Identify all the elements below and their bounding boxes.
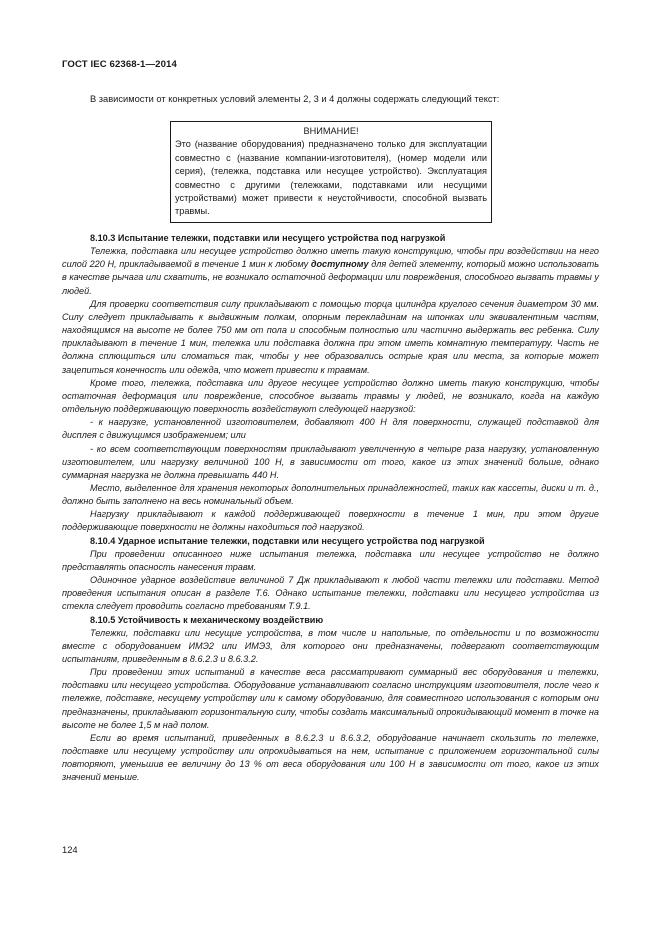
list-item: - ко всем соответствующим поверхностям прикладывают увеличенную в четыре раза нагрузку, установленную изготовителем, или нагрузку величиной 100 Н, в зависимости от того, какое из этих значений больше, однако суммарная нагрузка не должна превышать 440 Н. bbox=[62, 443, 599, 480]
paragraph-text: Тележка, подставка или несущее устройство должно иметь такую конструкцию, чтобы при воздействии на него силой 220 Н, прикладываемой в течение 1 мин к любому bbox=[62, 246, 599, 270]
paragraph: Для проверки соответствия силу прикладывают с помощью торца цилиндра круглого сечения диаметром 30 мм. Силу следует прикладывать к выдвижным полкам, опорным перекладинам на шпонках или эквивалентным частям, находящимся на высоте не более 750 мм от пола и способным полностью или частично выдержать вес ребенка. Силу прикладывают в течение 1 мин, тележка или подставка должна при этом иметь комнатную температуру. Часть не должна сплющиться или сломаться так, чтобы у нее образовались острые края или места, за которые может зацепиться конечность или одежда, что может привести к травмам. bbox=[62, 298, 599, 375]
standard-header: ГОСТ IEC 62368-1—2014 bbox=[62, 59, 177, 70]
paragraph: Нагрузку прикладывают к каждой поддерживающей поверхности в течение 1 мин, при этом другие поддерживающие поверхности не должны находиться под нагрузкой. bbox=[62, 509, 599, 533]
warning-text: Это (название оборудования) предназначено только для эксплуатации совместно с (название компании-изготовителя), (номер модели или серия), (тележка, подставка или несущее устройство). Эксплуатация совместно с другими (тележками, подставками или несущими устройствами) может привести к неустойчивости, способной вызвать травмы. bbox=[175, 139, 487, 217]
page-number: 124 bbox=[62, 844, 78, 855]
warning-title: ВНИМАНИЕ! bbox=[303, 126, 359, 136]
paragraph bbox=[62, 245, 599, 298]
paragraph: Если во время испытаний, приведенных в 8.6.2.3 и 8.6.3.2, оборудование начинает скользить по тележке, подставке или несущему устройству или опрокидываться на нем, испытание с приложением горизонтальной силы повторяют, уменьшив ее величину до 13 % от веса оборудования или 100 Н в зависимости от того, какое из этих значений меньше. bbox=[62, 732, 599, 783]
warning-box bbox=[170, 121, 492, 223]
paragraph: Одиночное ударное воздействие величиной 7 Дж прикладывают к любой части тележки или подставки. Метод проведения испытания описан в разделе Т.6. Однако испытание тележки, подставки или несущего устройства из стекла следует проводить согласно требованиям Т.9.1. bbox=[62, 575, 599, 612]
section-heading-8-10-3: 8.10.3 Испытание тележки, подставки или несущего устройства под нагрузкой bbox=[90, 233, 446, 243]
paragraph-text: для детей элементу, который можно использовать в качестве рычага или схватить, не возникало остаточной деформации или повреждения, способного вызвать травмы у людей. bbox=[62, 259, 600, 296]
paragraph: Кроме того, тележка, подставка или другое несущее устройство должно иметь такую конструкцию, чтобы остаточная деформация или повреждение, способное вызвать травмы у людей, не возникало, когда на каждую отдельную поддерживающую поверхность воздействуют следующей нагрузкой: bbox=[62, 377, 599, 415]
paragraph: При проведении этих испытаний в качестве веса рассматривают суммарный вес оборудования и тележки, подставки или несущего устройства. Оборудование устанавливают согласно инструкциям изготовителя, после чего к тележке, подставке, несущему устройству или к самому оборудованию, для совместного использования с которым они предназначены, прикладывают горизонтальную силу, чтобы создать максимальный опрокидывающий момент в точке на высоте не более 1,5 м над полом. bbox=[62, 667, 599, 730]
document-body bbox=[62, 232, 599, 785]
emphasis-text: доступному bbox=[310, 259, 369, 270]
paragraph: Место, выделенное для хранения некоторых дополнительных принадлежностей, таких как кассеты, диски и т. д., должно быть заполнено на весь номинальный объем. bbox=[62, 482, 599, 507]
section-heading-8-10-4: 8.10.4 Ударное испытание тележки, подставки или несущего устройства под нагрузкой bbox=[90, 535, 485, 546]
section-heading-8-10-5: 8.10.5 Устойчивость к механическому воздействию bbox=[90, 614, 324, 625]
paragraph: При проведении описанного ниже испытания тележка, подставка или несущее устройство не должно представлять опасность нанесения травм. bbox=[62, 548, 599, 572]
intro-text: В зависимости от конкретных условий элементы 2, 3 и 4 должны содержать следующий текст: bbox=[90, 94, 500, 104]
list-item: - к нагрузке, установленной изготовителем, добавляют 400 Н для поверхности, служащей подставкой для дисплея с движущимся изображением; или bbox=[62, 417, 599, 441]
paragraph: Тележки, подставки или несущие устройства, в том числе и напольные, по отдельности и по возможности вместе с оборудованием ИМЭ2 или ИМЭ3, для которого они предназначены, подвергают соответствующим испытаниям, приведенным в 8.6.2.3 и 8.6.3.2. bbox=[62, 627, 599, 664]
